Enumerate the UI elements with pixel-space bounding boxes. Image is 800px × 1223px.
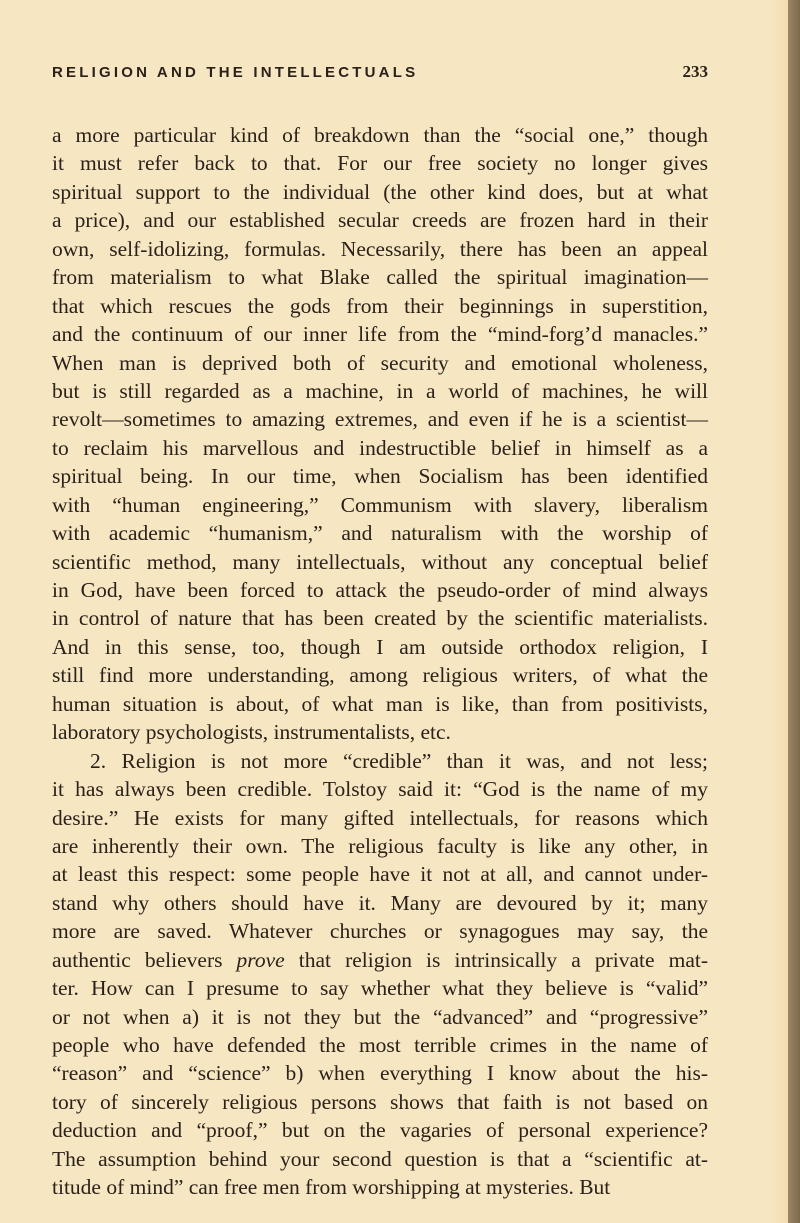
text-line: tory of sincerely religious persons shows that faith is not based on [52,1089,708,1114]
text-line: a price), and our established secular creeds are frozen hard in their [52,208,708,233]
page-header [52,62,708,82]
text-line: with “human engineering,” Communism with slavery, liberalism [52,492,708,517]
text-line: but is still regarded as a machine, in a world of machines, he will [52,378,708,403]
text-line: revolt—sometimes to amazing extremes, and even if he is a scientist— [52,407,708,432]
page-number: 233 [682,62,708,81]
text-line: laboratory psychologists, instrumentalists, etc. [52,720,451,745]
text-line: human situation is about, of what man is like, than from positivists, [52,691,708,716]
text-line: spiritual being. In our time, when Socialism has been identified [52,464,708,489]
text-line: with academic “humanism,” and naturalism with the worship of [52,521,708,546]
text-line: ter. How can I presume to say whether what they believe is “valid” [52,976,708,1001]
text-line: The assumption behind your second question is that a “scientific at- [52,1146,708,1171]
text-line: still find more understanding, among religious writers, of what the [52,663,708,688]
text-line: And in this sense, too, though I am outside orthodox religion, I [52,634,708,659]
text-line: desire.” He exists for many gifted intellectuals, for reasons which [52,805,708,830]
book-spine-edge [788,0,800,1223]
text-line: deduction and “proof,” but on the vagaries of personal experience? [52,1118,708,1143]
text-line: spiritual support to the individual (the other kind does, but at what [52,179,708,204]
text-line: or not when a) it is not they but the “advanced” and “progressive” [52,1004,708,1029]
text-line: “reason” and “science” b) when everything I know about the his- [52,1061,708,1086]
text-line: in God, have been forced to attack the pseudo-order of mind always [52,578,708,602]
text-line: own, self-idolizing, formulas. Necessarily, there has been an appeal [52,236,708,261]
text-line: people who have defended the most terrible crimes in the name of [52,1033,708,1057]
text-line: to reclaim his marvellous and indestructible belief in himself as a [52,435,708,460]
text-line: 2. Religion is not more “credible” than it was, and not less; [90,748,708,773]
page-edge-shadow [770,0,788,1223]
text-line: a more particular kind of breakdown than the “social one,” though [52,123,708,147]
running-title: RELIGION AND THE INTELLECTUALS [52,64,419,81]
text-line: When man is deprived both of security and emotional wholeness, [52,350,708,375]
text-line: scientific method, many intellectuals, without any conceptual belief [52,549,708,574]
text-line: are inherently their own. The religious faculty is like any other, in [52,833,708,858]
text-line: it has always been credible. Tolstoy said it: “God is the name of my [52,777,708,802]
text-line: stand why others should have it. Many are devoured by it; many [52,890,708,915]
text-line: from materialism to what Blake called the spiritual imagination— [52,265,708,290]
text-line: more are saved. Whatever churches or synagogues may say, the [52,919,708,944]
text-line: titude of mind” can free men from worshipping at mysteries. But [52,1175,611,1200]
emphasis: prove [236,947,285,972]
text-line: in control of nature that has been created by the scientific materialists. [52,606,708,631]
text-line: authentic believers prove that religion is intrinsically a private mat- [52,947,708,972]
page-body [52,121,708,1202]
text-line: at least this respect: some people have it not at all, and cannot under- [52,862,708,887]
text-line: and the continuum of our inner life from the “mind-forg’d manacles.” [52,322,708,347]
text-line: that which rescues the gods from their beginnings in superstition, [52,293,708,318]
text-line: it must refer back to that. For our free society no longer gives [52,151,708,176]
